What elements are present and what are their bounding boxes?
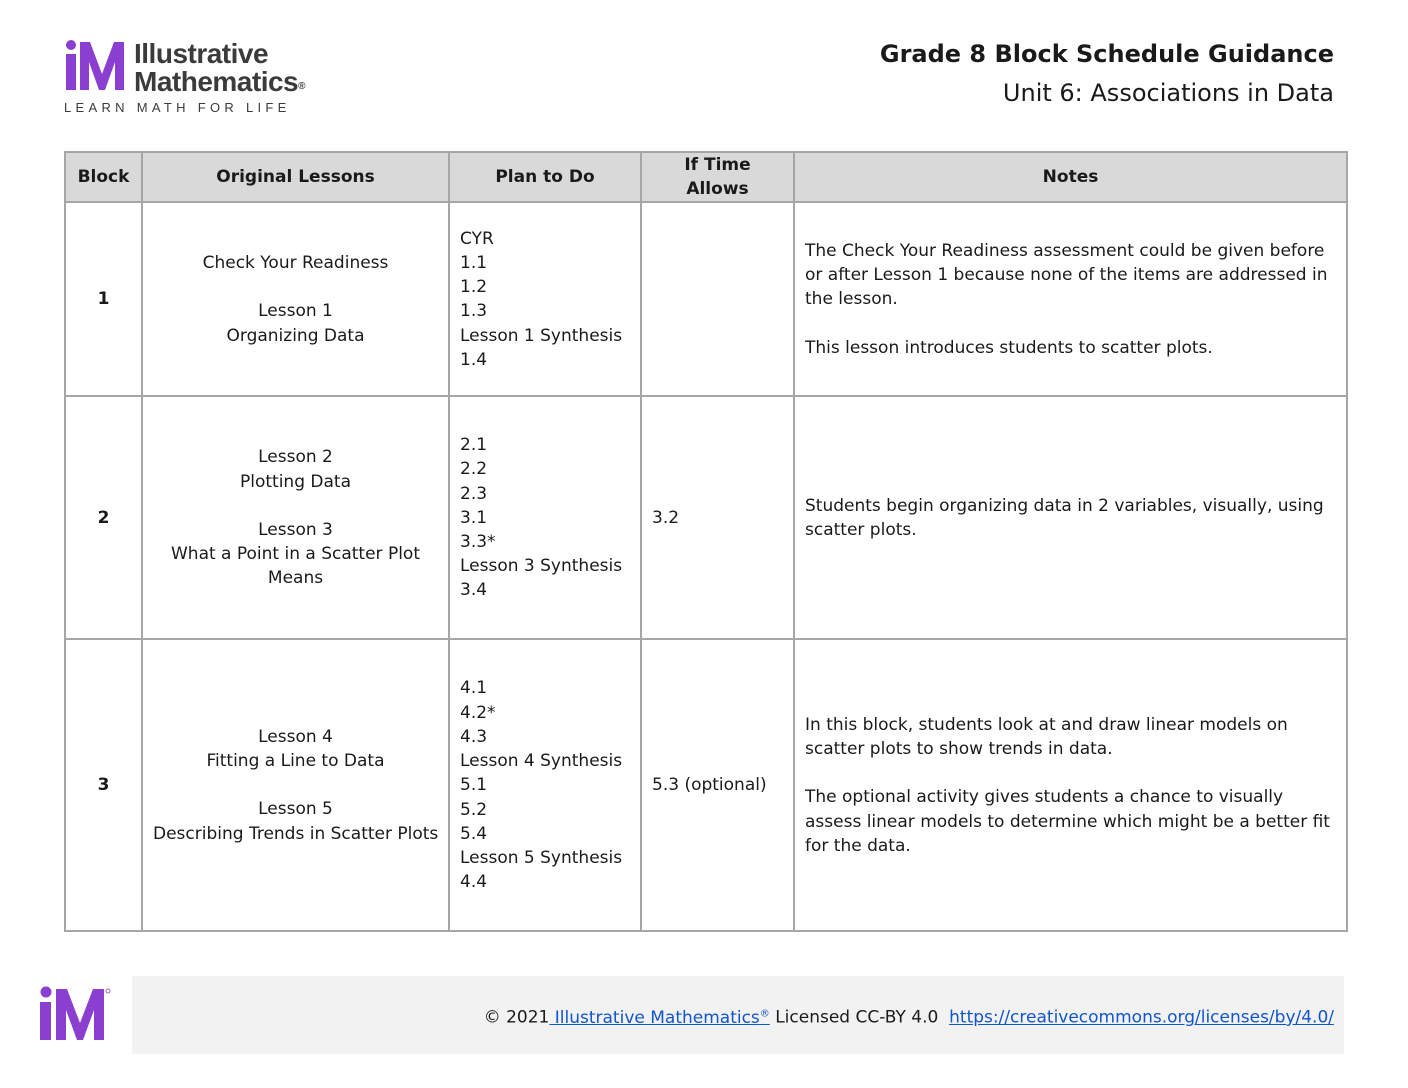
original-lesson-line: Plotting Data bbox=[240, 471, 351, 492]
plan-item: Lesson 5 Synthesis bbox=[460, 847, 623, 868]
column-header-notes: Notes bbox=[794, 152, 1347, 202]
logo-tagline: LEARN MATH FOR LIFE bbox=[64, 100, 291, 115]
plan-item: 4.2* bbox=[460, 702, 496, 723]
illustrative-mathematics-link[interactable]: Illustrative Mathematics® bbox=[549, 1007, 770, 1028]
column-header-original-lessons: Original Lessons bbox=[142, 152, 449, 202]
note-paragraph: Students begin organizing data in 2 variables, visually, using scatter plots. bbox=[805, 495, 1324, 540]
original-lesson-line: What a Point in a Scatter Plot Means bbox=[170, 544, 420, 589]
original-lesson-line: Organizing Data bbox=[226, 325, 365, 346]
table-row bbox=[65, 396, 1347, 639]
table-row bbox=[65, 202, 1347, 396]
im-logo-icon bbox=[64, 40, 126, 92]
column-header-plan-to-do: Plan to Do bbox=[449, 152, 641, 202]
plan-item: 3.4 bbox=[460, 580, 488, 601]
plan-item: 5.2 bbox=[460, 799, 488, 820]
plan-item: Lesson 3 Synthesis bbox=[460, 556, 623, 577]
plan-item: Lesson 4 Synthesis bbox=[460, 751, 623, 772]
plan-item: 1.3 bbox=[460, 301, 488, 322]
column-header-if-time-allows: If Time Allows bbox=[641, 152, 794, 202]
block-number: 2 bbox=[65, 396, 142, 639]
block-number: 1 bbox=[65, 202, 142, 396]
original-lesson-line: Lesson 5 bbox=[258, 799, 333, 820]
note-paragraph: The optional activity gives students a chance to visually assess linear models to determine which might be a better fit for the data. bbox=[805, 787, 1330, 856]
notes-cell bbox=[794, 202, 1347, 396]
footer-bar bbox=[132, 976, 1344, 1054]
plan-item: CYR bbox=[460, 228, 494, 249]
page-title: Grade 8 Block Schedule Guidance bbox=[879, 40, 1334, 68]
plan-to-do-cell bbox=[449, 639, 641, 931]
plan-item: 1.1 bbox=[460, 253, 488, 273]
plan-to-do-cell bbox=[449, 202, 641, 396]
note-paragraph: In this block, students look at and draw linear models on scatter plots to show trends in data. bbox=[805, 714, 1288, 760]
original-lessons-cell bbox=[142, 202, 449, 396]
page-subtitle: Unit 6: Associations in Data bbox=[1002, 79, 1334, 107]
plan-item: 4.4 bbox=[460, 872, 488, 893]
original-lesson-line: Lesson 1 bbox=[258, 301, 333, 322]
table-row bbox=[65, 639, 1347, 931]
plan-item: Lesson 1 Synthesis bbox=[460, 325, 623, 346]
original-lesson-line: Lesson 4 bbox=[258, 727, 333, 747]
plan-item: 3.3* bbox=[460, 532, 496, 552]
im-footer-logo-icon bbox=[38, 986, 112, 1044]
license-url-link[interactable]: https://creativecommons.org/licenses/by/4.0/ bbox=[949, 1007, 1334, 1028]
note-paragraph: This lesson introduces students to scatter plots. bbox=[805, 337, 1213, 358]
plan-item: 2.2 bbox=[460, 459, 488, 480]
original-lesson-line: Lesson 2 bbox=[258, 447, 333, 468]
plan-item: 1.2 bbox=[460, 277, 488, 298]
block-schedule-table bbox=[64, 151, 1348, 932]
plan-item: 2.3 bbox=[460, 483, 488, 504]
original-lesson-line: Describing Trends in Scatter Plots bbox=[153, 823, 439, 844]
if-time-item: 3.2 bbox=[652, 507, 680, 528]
notes-cell bbox=[794, 396, 1347, 639]
footer-license-text bbox=[484, 1003, 1334, 1029]
plan-item: 4.3 bbox=[460, 726, 488, 747]
plan-item: 4.1 bbox=[460, 678, 488, 699]
original-lesson-line: Fitting a Line to Data bbox=[206, 751, 385, 772]
block-number: 3 bbox=[65, 639, 142, 931]
plan-item: 5.4 bbox=[460, 823, 488, 844]
copyright-text: © 2021 bbox=[483, 1007, 550, 1028]
original-lesson-line: Lesson 3 bbox=[258, 519, 333, 540]
note-paragraph: The Check Your Readiness assessment could be given before or after Lesson 1 because none of the items are addressed in the lesson. bbox=[805, 241, 1328, 310]
original-lessons-cell bbox=[142, 396, 449, 639]
original-lessons-cell bbox=[142, 639, 449, 931]
logo-wordmark: Illustrative Mathematics® bbox=[134, 38, 305, 97]
if-time-allows-cell bbox=[641, 396, 794, 639]
illustrative-mathematics-logo bbox=[64, 40, 334, 120]
plan-item: 2.1 bbox=[460, 435, 488, 456]
if-time-allows-cell bbox=[641, 639, 794, 931]
plan-item: 5.1 bbox=[460, 775, 488, 796]
plan-to-do-cell bbox=[449, 396, 641, 639]
column-header-block: Block bbox=[65, 152, 142, 202]
if-time-allows-cell bbox=[641, 202, 794, 396]
if-time-item: 5.3 (optional) bbox=[652, 775, 767, 796]
notes-cell bbox=[794, 639, 1347, 931]
plan-item: 1.4 bbox=[460, 349, 488, 370]
table-header-row bbox=[65, 152, 1347, 202]
license-text: Licensed CC-BY 4.0 bbox=[769, 1007, 950, 1028]
plan-item: 3.1 bbox=[460, 507, 488, 528]
document-header bbox=[880, 38, 1334, 110]
original-lesson-line: Check Your Readiness bbox=[202, 253, 389, 274]
